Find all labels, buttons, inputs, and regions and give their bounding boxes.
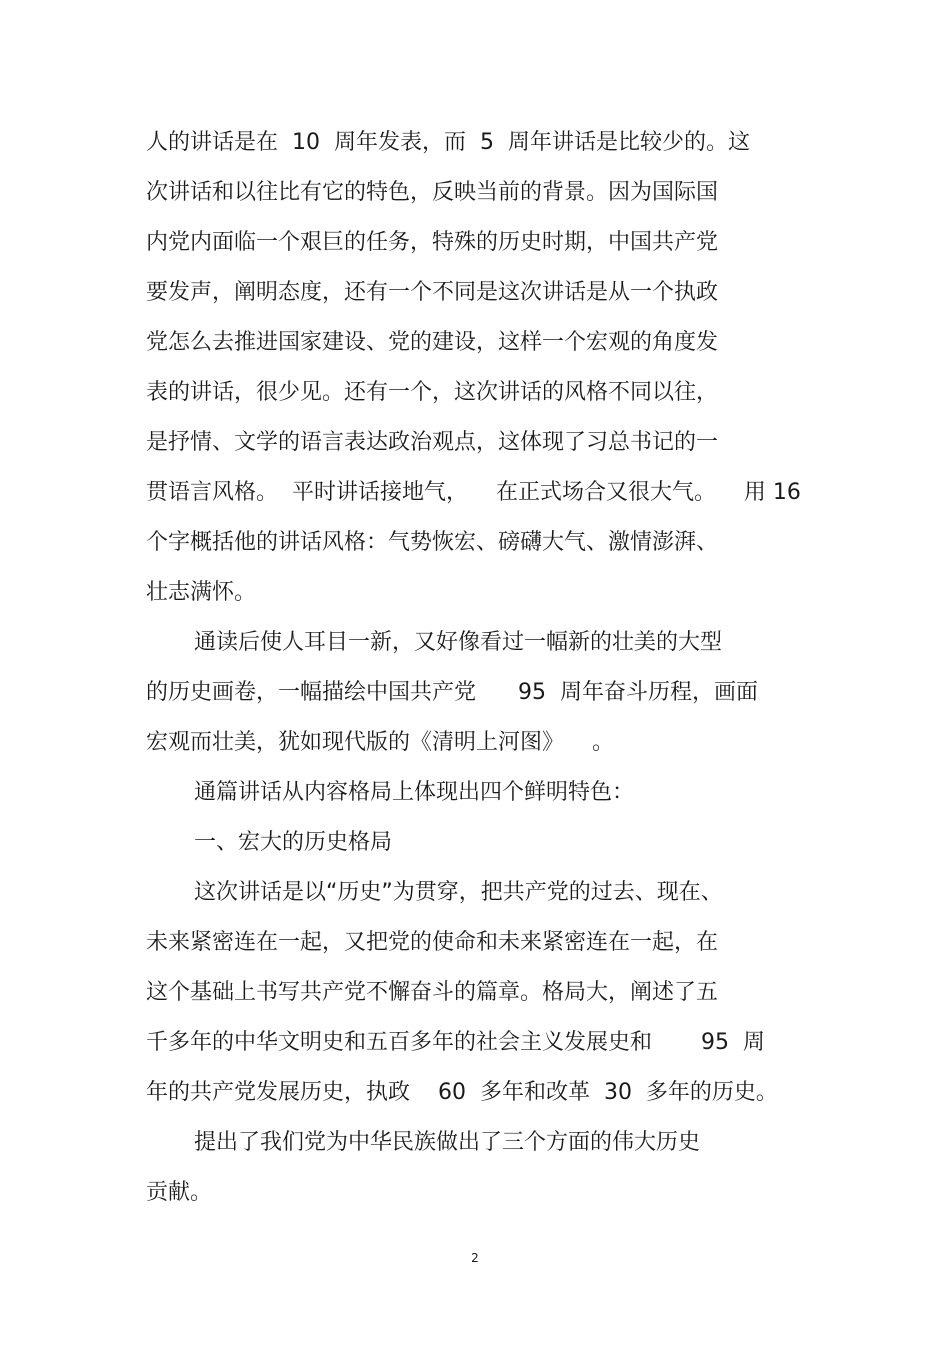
text-line: 年的共产党发展历史，执政 60 多年和改革 30 多年的历史。 (146, 1080, 778, 1105)
text-line: 贯语言风格。 平时讲话接地气， 在正式场合又很大气。 用 16 (146, 480, 801, 505)
text-line: 表的讲话，很少见。还有一个，这次讲话的风格不同以往， (146, 380, 719, 405)
paragraph-first-line: 通读后使人耳目一新，又好像看过一幅新的壮美的大型 (194, 630, 723, 655)
text-line: 是抒情、文学的语言表达政治观点，这体现了习总书记的一 (146, 430, 719, 455)
paragraph-first-line: 通篇讲话从内容格局上体现出四个鲜明特色： (194, 780, 635, 805)
text-line: 贡献。 (146, 1180, 213, 1205)
text-line: 的历史画卷，一幅描绘中国共产党 95 周年奋斗历程，画面 (146, 680, 758, 705)
text-line: 个字概括他的讲话风格：气势恢宏、磅礴大气、激情澎湃、 (146, 530, 719, 555)
section-heading: 一、宏大的历史格局 (194, 830, 393, 855)
paragraph-first-line: 提出了我们党为中华民族做出了三个方面的伟大历史 (194, 1130, 701, 1155)
text-line: 这个基础上书写共产党不懈奋斗的篇章。格局大，阐述了五 (146, 980, 719, 1005)
text-line: 党怎么去推进国家建设、党的建设，这样一个宏观的角度发 (146, 330, 719, 355)
text-line: 人的讲话是在 10 周年发表，而 5 周年讲话是比较少的。这 (146, 130, 750, 155)
text-line: 千多年的中华文明史和五百多年的社会主义发展史和 95 周 (146, 1030, 765, 1055)
text-line: 未来紧密连在一起，又把党的使命和未来紧密连在一起，在 (146, 930, 719, 955)
text-line: 内党内面临一个艰巨的任务，特殊的历史时期，中国共产党 (146, 230, 719, 255)
text-line: 次讲话和以往比有它的特色，反映当前的背景。因为国际国 (146, 180, 719, 205)
text-line: 要发声，阐明态度，还有一个不同是这次讲话是从一个执政 (146, 280, 719, 305)
text-line: 宏观而壮美，犹如现代版的《清明上河图》 。 (146, 730, 614, 755)
page-number: 2 (471, 1251, 479, 1265)
text-line: 壮志满怀。 (146, 580, 257, 605)
paragraph-first-line: 这次讲话是以“历史”为贯穿，把共产党的过去、现在、 (194, 880, 723, 905)
